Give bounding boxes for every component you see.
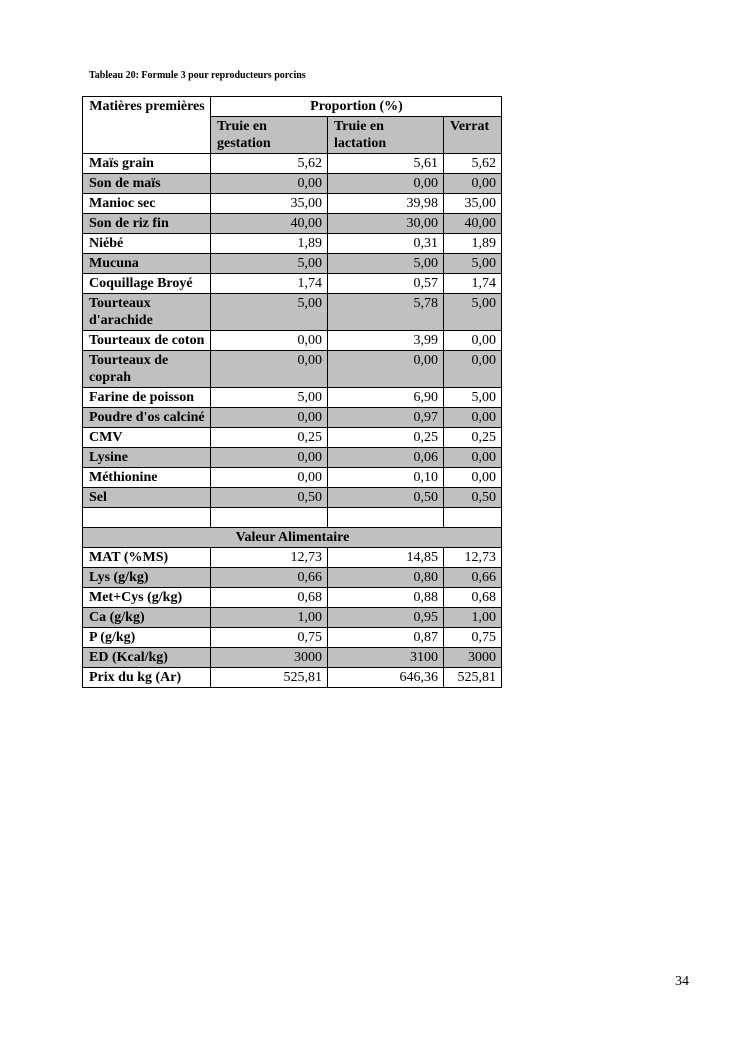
table-row	[83, 428, 502, 448]
cell-gestation: 1,89	[211, 234, 328, 254]
cell-gestation: 5,00	[211, 254, 328, 274]
cell-lactation: 0,00	[328, 351, 444, 388]
cell-verrat: 3000	[444, 648, 502, 668]
cell-verrat: 40,00	[444, 214, 502, 234]
cell-lactation: 5,00	[328, 254, 444, 274]
cell-verrat: 0,68	[444, 588, 502, 608]
header-truie-gestation: Truie en gestation	[211, 117, 328, 154]
table-row	[83, 628, 502, 648]
cell-lactation: 39,98	[328, 194, 444, 214]
cell-lactation: 5,61	[328, 154, 444, 174]
cell-verrat: 0,00	[444, 174, 502, 194]
header-proportion: Proportion (%)	[211, 97, 502, 117]
cell-gestation: 0,00	[211, 448, 328, 468]
cell-verrat: 0,75	[444, 628, 502, 648]
table-row	[83, 214, 502, 234]
cell-verrat: 1,00	[444, 608, 502, 628]
cell-lactation: 5,78	[328, 294, 444, 331]
cell-gestation: 0,00	[211, 174, 328, 194]
cell-gestation: 12,73	[211, 548, 328, 568]
row-label: Tourteaux d'arachide	[83, 294, 211, 331]
table-row	[83, 548, 502, 568]
cell-verrat: 5,00	[444, 254, 502, 274]
table-row	[83, 468, 502, 488]
table-row	[83, 154, 502, 174]
cell-lactation: 30,00	[328, 214, 444, 234]
cell-lactation: 0,00	[328, 174, 444, 194]
cell-lactation: 0,57	[328, 274, 444, 294]
cell-verrat: 0,25	[444, 428, 502, 448]
cell-verrat: 0,00	[444, 468, 502, 488]
row-label: Coquillage Broyé	[83, 274, 211, 294]
row-label: Sel	[83, 488, 211, 508]
cell-lactation: 0,95	[328, 608, 444, 628]
row-label: Méthionine	[83, 468, 211, 488]
table-row	[83, 234, 502, 254]
table-row	[83, 488, 502, 508]
cell-gestation: 0,00	[211, 331, 328, 351]
table-row	[83, 668, 502, 688]
row-label: Lys (g/kg)	[83, 568, 211, 588]
cell-verrat: 12,73	[444, 548, 502, 568]
cell-verrat: 5,62	[444, 154, 502, 174]
cell-lactation: 0,87	[328, 628, 444, 648]
cell-gestation: 0,75	[211, 628, 328, 648]
row-label: Met+Cys (g/kg)	[83, 588, 211, 608]
row-label: Lysine	[83, 448, 211, 468]
cell-gestation: 40,00	[211, 214, 328, 234]
cell-lactation: 0,31	[328, 234, 444, 254]
cell-gestation: 0,68	[211, 588, 328, 608]
cell-verrat: 0,00	[444, 351, 502, 388]
row-label: Son de maïs	[83, 174, 211, 194]
page-number: 34	[675, 974, 689, 989]
cell-lactation: 3100	[328, 648, 444, 668]
table-row	[83, 388, 502, 408]
cell-gestation: 525,81	[211, 668, 328, 688]
table-row	[83, 408, 502, 428]
cell-gestation: 0,00	[211, 468, 328, 488]
cell-gestation: 1,74	[211, 274, 328, 294]
section-row	[83, 528, 502, 548]
cell-gestation: 5,00	[211, 388, 328, 408]
header-truie-lactation: Truie en lactation	[328, 117, 444, 154]
cell-lactation: 646,36	[328, 668, 444, 688]
row-label: Farine de poisson	[83, 388, 211, 408]
row-label: ED (Kcal/kg)	[83, 648, 211, 668]
header-verrat: Verrat	[444, 117, 502, 154]
cell-verrat: 0,00	[444, 331, 502, 351]
cell-verrat: 1,74	[444, 274, 502, 294]
table-row	[83, 254, 502, 274]
cell-verrat: 0,50	[444, 488, 502, 508]
cell-verrat: 5,00	[444, 294, 502, 331]
cell-lactation: 3,99	[328, 331, 444, 351]
cell-lactation: 0,88	[328, 588, 444, 608]
header-matieres-premieres: Matières premières	[83, 97, 211, 154]
cell-verrat: 0,00	[444, 448, 502, 468]
cell-gestation: 0,50	[211, 488, 328, 508]
row-label: MAT (%MS)	[83, 548, 211, 568]
cell-verrat: 525,81	[444, 668, 502, 688]
blank-row	[83, 508, 502, 528]
cell-gestation: 5,62	[211, 154, 328, 174]
cell-gestation: 3000	[211, 648, 328, 668]
cell-gestation: 0,00	[211, 351, 328, 388]
blank-cell	[211, 508, 328, 528]
cell-gestation: 0,66	[211, 568, 328, 588]
formula-table	[82, 96, 502, 688]
cell-verrat: 35,00	[444, 194, 502, 214]
cell-lactation: 14,85	[328, 548, 444, 568]
table-row	[83, 588, 502, 608]
cell-lactation: 0,97	[328, 408, 444, 428]
row-label: Manioc sec	[83, 194, 211, 214]
cell-gestation: 1,00	[211, 608, 328, 628]
table-row	[83, 294, 502, 331]
row-label: Prix du kg (Ar)	[83, 668, 211, 688]
cell-gestation: 0,25	[211, 428, 328, 448]
row-label: Niébé	[83, 234, 211, 254]
table-row	[83, 331, 502, 351]
row-label: Maïs grain	[83, 154, 211, 174]
table-row	[83, 174, 502, 194]
row-label: Tourteaux de coprah	[83, 351, 211, 388]
table-row	[83, 648, 502, 668]
blank-cell	[444, 508, 502, 528]
cell-lactation: 0,80	[328, 568, 444, 588]
row-label: Tourteaux de coton	[83, 331, 211, 351]
row-label: Mucuna	[83, 254, 211, 274]
table-row	[83, 274, 502, 294]
cell-gestation: 35,00	[211, 194, 328, 214]
table-row	[83, 608, 502, 628]
cell-verrat: 0,00	[444, 408, 502, 428]
blank-cell	[83, 508, 211, 528]
cell-lactation: 0,50	[328, 488, 444, 508]
cell-gestation: 0,00	[211, 408, 328, 428]
table-row	[83, 351, 502, 388]
cell-verrat: 1,89	[444, 234, 502, 254]
row-label: Ca (g/kg)	[83, 608, 211, 628]
cell-verrat: 5,00	[444, 388, 502, 408]
row-label: Son de riz fin	[83, 214, 211, 234]
cell-lactation: 0,25	[328, 428, 444, 448]
cell-lactation: 6,90	[328, 388, 444, 408]
table-row	[83, 448, 502, 468]
table-caption: Tableau 20: Formule 3 pour reproducteurs porcins	[89, 70, 306, 81]
section-title-valeur-alimentaire: Valeur Alimentaire	[83, 528, 502, 548]
table-row	[83, 568, 502, 588]
blank-cell	[328, 508, 444, 528]
row-label: Poudre d'os calciné	[83, 408, 211, 428]
cell-lactation: 0,10	[328, 468, 444, 488]
table-row	[83, 194, 502, 214]
cell-gestation: 5,00	[211, 294, 328, 331]
row-label: CMV	[83, 428, 211, 448]
row-label: P (g/kg)	[83, 628, 211, 648]
cell-verrat: 0,66	[444, 568, 502, 588]
cell-lactation: 0,06	[328, 448, 444, 468]
